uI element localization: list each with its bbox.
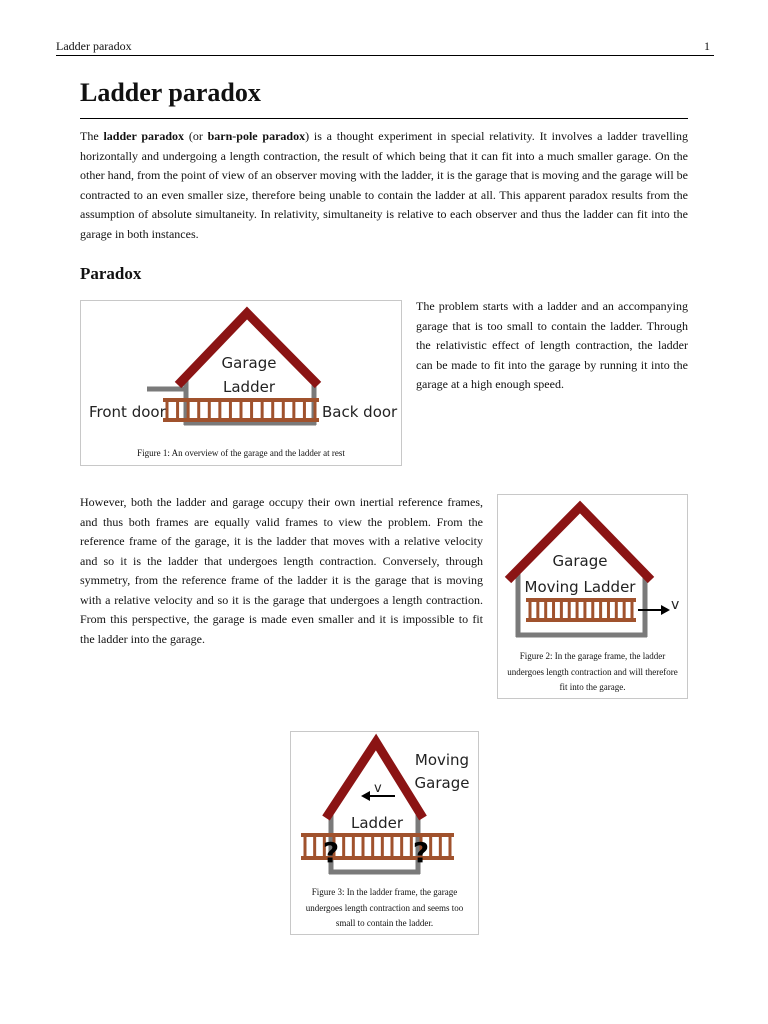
paradox-paragraph-1: The problem starts with a ladder and an accompanying garage that is too small to contain the ladder. Through the relativistic effect of length contraction, the ladder can be made to fit into the garage by running it into the garage at a high enough speed. [416, 299, 688, 391]
page-title: Ladder paradox [80, 78, 261, 107]
intro-text-2: (or [184, 129, 208, 143]
section-heading-paradox: Paradox [80, 264, 142, 283]
paradox-paragraph-2: However, both the ladder and garage occupy their own inertial reference frames, and thus both frames are equally valid frames to view the problem. From the reference frame of the garage, it is the ladder that moves with a relative velocity and so it is the ladder that undergoes length contraction. Conversely, through symmetry, from the reference frame of the ladder it is the garage that is moving with a relative velocity and so it is the garage that undergoes a length contraction. From this perspective, the garage is made even smaller and it is impossible to fit the ladder into the garage. [80, 495, 483, 646]
back-door-label: Back door [322, 403, 398, 421]
page-number: 1 [704, 39, 710, 53]
figure-2 [497, 494, 688, 699]
figure-3-diagram [291, 732, 478, 880]
front-door-label: Front door [89, 403, 166, 421]
title-rule [80, 118, 688, 119]
figure-1-diagram [81, 301, 401, 435]
term-ladder-paradox: ladder paradox [103, 129, 185, 143]
moving-garage-label-line-2: Garage [414, 774, 470, 792]
question-mark-left: ? [322, 836, 340, 869]
running-header [56, 39, 714, 56]
figure-2-diagram [498, 495, 687, 643]
garage-roof [178, 313, 318, 385]
moving-ladder [526, 600, 636, 620]
running-title: Ladder paradox [56, 39, 132, 53]
ladder-label: Ladder [223, 378, 275, 396]
figure-1 [80, 300, 402, 466]
velocity-label: v [671, 597, 680, 613]
figure-3-caption: Figure 3: In the ladder frame, the garage undergoes length contraction and seems too small to contain the ladder. [305, 887, 464, 928]
ladder-label: Ladder [351, 814, 403, 832]
figure-3 [290, 731, 479, 935]
garage-label: Garage [552, 552, 608, 570]
intro-paragraph [80, 127, 688, 244]
question-mark-right: ? [412, 836, 430, 869]
figure-2-caption: Figure 2: In the garage frame, the ladder undergoes length contraction and will therefore fit into the garage. [507, 651, 678, 692]
term-barn-pole-paradox: barn-pole paradox [207, 129, 306, 143]
intro-text-3: ) is a thought experiment in special relativity. It involves a ladder travelling horizontally and undergoing a length contraction, the result of which being that it can fit into a much smaller garage. On the other hand, from the point of view of an observer moving with the ladder, it is the garage that is moving and the garage will be contracted to an even smaller size, therefore being unable to contain the ladder at all. This apparent paradox results from the assumption of absolute simultaneity. In relativity, simultaneity is relative to each observer and thus the ladder can fit into the garage in both instances. [80, 129, 689, 241]
moving-garage-label-line-1: Moving [414, 751, 470, 769]
intro-text-1: The [80, 129, 104, 143]
garage-roof [326, 742, 423, 818]
garage-label: Garage [221, 354, 277, 372]
figure-1-caption: Figure 1: An overview of the garage and the ladder at rest [137, 448, 345, 458]
moving-ladder-label: Moving Ladder [524, 578, 636, 596]
velocity-label: v [374, 781, 382, 796]
